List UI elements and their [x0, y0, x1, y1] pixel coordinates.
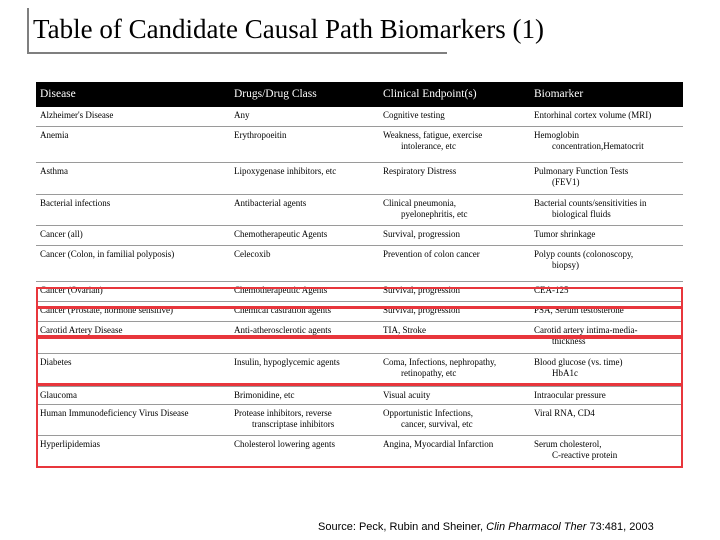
cell-text-line: Alzheimer's Disease: [40, 110, 114, 120]
cell-drug: [230, 162, 379, 194]
cell-text-line: Human Immunodeficiency Virus Disease: [40, 407, 189, 418]
cell-endpoint: [379, 127, 530, 163]
source-prefix: Source: Peck, Rubin and Sheiner,: [318, 521, 487, 533]
cell-text-line: Tumor shrinkage: [534, 229, 596, 240]
cell-endpoint: [379, 194, 530, 226]
cell-text-line: CEA-125: [534, 285, 569, 296]
cell-text-line: retinopathy, etc: [401, 367, 457, 378]
cell-text-line: Chemotherapeutic Agents: [234, 285, 328, 296]
cell-text-line: Serum cholesterol,: [534, 439, 602, 450]
cell-text-line: Celecoxib: [234, 249, 271, 260]
table-row: [36, 162, 683, 194]
cell-text-line: Opportunistic Infections,: [383, 407, 473, 418]
cell-text-line: PSA, Serum testosterone: [534, 305, 624, 316]
cell-biomarker: [530, 162, 683, 194]
cell-text-line: Respiratory Distress: [383, 165, 457, 176]
cell-text-line: Bacterial infections: [40, 197, 111, 208]
cell-endpoint: [379, 226, 530, 246]
cell-text-line: Chemotherapeutic Agents: [234, 229, 328, 240]
cell-text-line: Brimonidine, etc: [234, 389, 295, 400]
cell-biomarker: [530, 127, 683, 163]
cell-text-line: intolerance, etc: [401, 141, 456, 152]
title-accent-horizontal-rule: [27, 52, 447, 54]
cell-text-line: Cognitive testing: [383, 110, 445, 120]
table-row: [36, 107, 683, 127]
cell-text-line: pyelonephritis, etc: [401, 208, 468, 219]
cell-text-line: Diabetes: [40, 356, 72, 367]
table-row: [36, 194, 683, 226]
cell-text-line: thickness: [552, 336, 586, 347]
table-row: [36, 246, 683, 282]
cell-text-line: (FEV1): [552, 176, 580, 187]
cell-text-line: biological fluids: [552, 208, 611, 219]
cell-text-line: concentration,Hematocrit: [552, 141, 644, 152]
cell-disease: [36, 127, 230, 163]
column-header-biomarker: Biomarker: [530, 82, 683, 107]
cell-text-line: Coma, Infections, nephropathy,: [383, 356, 497, 367]
cell-disease: [36, 226, 230, 246]
cell-text-line: Erythropoeitin: [234, 130, 287, 141]
cell-text-line: Cancer (Ovarian): [40, 285, 103, 296]
cell-disease: [36, 246, 230, 282]
highlight-box-carotid: [36, 306, 683, 337]
table-row: [36, 226, 683, 246]
table-row: [36, 127, 683, 163]
column-header-endpoints: Clinical Endpoint(s): [379, 82, 530, 107]
cell-disease: [36, 194, 230, 226]
column-header-disease: Disease: [36, 82, 230, 107]
cell-text-line: Survival, progression: [383, 305, 460, 316]
cell-text-line: Carotid Artery Disease: [40, 325, 123, 336]
cell-text-line: Blood glucose (vs. time): [534, 356, 623, 367]
source-citation: [318, 521, 654, 533]
cell-drug: [230, 246, 379, 282]
cell-text-line: Chemical castration agents: [234, 305, 331, 316]
highlight-box-hiv-hyperlipidemia: [36, 384, 683, 468]
cell-text-line: Antibacterial agents: [234, 197, 307, 208]
cell-drug: [230, 107, 379, 127]
cell-text-line: Insulin, hypoglycemic agents: [234, 356, 340, 367]
cell-text-line: Hemoglobin: [534, 130, 579, 141]
cell-text-line: Visual acuity: [383, 389, 431, 400]
cell-text-line: Pulmonary Function Tests: [534, 165, 629, 176]
cell-text-line: Clinical pneumonia,: [383, 197, 456, 208]
cell-text-line: Any: [234, 110, 250, 120]
page-title: Table of Candidate Causal Path Biomarkers (1): [33, 14, 544, 44]
cell-biomarker: [530, 107, 683, 127]
cell-text-line: Cholesterol lowering agents: [234, 439, 335, 450]
cell-text-line: Protease inhibitors, reverse: [234, 407, 332, 418]
cell-endpoint: [379, 107, 530, 127]
table-header-row: [36, 82, 683, 107]
cell-text-line: Cancer (Prostate, hormone sensitive): [40, 305, 173, 316]
cell-disease: [36, 107, 230, 127]
cell-text-line: C-reactive protein: [552, 450, 618, 461]
cell-text-line: Asthma: [40, 165, 68, 176]
cell-text-line: Angina, Myocardial Infarction: [383, 439, 494, 450]
cell-text-line: Entorhinal cortex volume (MRI): [534, 110, 652, 120]
cell-text-line: Anti-atherosclerotic agents: [234, 325, 332, 336]
cell-endpoint: [379, 162, 530, 194]
title-accent-vertical-rule: [27, 8, 29, 54]
cell-text-line: cancer, survival, etc: [401, 418, 473, 429]
cell-drug: [230, 127, 379, 163]
cell-text-line: Weakness, fatigue, exercise: [383, 130, 483, 141]
cell-text-line: Prevention of colon cancer: [383, 249, 480, 260]
source-journal: Clin Pharmacol Ther: [486, 521, 587, 533]
cell-disease: [36, 162, 230, 194]
cell-text-line: HbA1c: [552, 367, 578, 378]
column-header-drugs: Drugs/Drug Class: [230, 82, 379, 107]
cell-text-line: Glaucoma: [40, 389, 77, 400]
cell-biomarker: [530, 246, 683, 282]
cell-text-line: Carotid artery intima-media-: [534, 325, 638, 336]
cell-text-line: transcriptase inhibitors: [252, 418, 335, 429]
cell-text-line: Intraocular pressure: [534, 389, 606, 400]
cell-drug: [230, 194, 379, 226]
cell-text-line: Hyperlipidemias: [40, 439, 100, 450]
highlight-box-diabetes-glaucoma: [36, 337, 683, 385]
cell-text-line: Anemia: [40, 130, 69, 141]
cell-text-line: Viral RNA, CD4: [534, 407, 595, 418]
cell-text-line: TIA, Stroke: [383, 325, 426, 336]
cell-drug: [230, 226, 379, 246]
cell-text-line: Polyp counts (colonoscopy,: [534, 249, 634, 260]
source-suffix: 73:481, 2003: [586, 521, 654, 533]
cell-text-line: Survival, progression: [383, 229, 460, 240]
cell-text-line: Lipoxygenase inhibitors, etc: [234, 165, 337, 176]
cell-text-line: biopsy): [552, 260, 579, 271]
cell-text-line: Survival, progression: [383, 285, 460, 296]
cell-biomarker: [530, 194, 683, 226]
cell-text-line: Cancer (Colon, in familial polyposis): [40, 249, 175, 260]
cell-text-line: Bacterial counts/sensitivities in: [534, 197, 647, 208]
cell-endpoint: [379, 246, 530, 282]
cell-text-line: Cancer (all): [40, 229, 83, 240]
cell-biomarker: [530, 226, 683, 246]
